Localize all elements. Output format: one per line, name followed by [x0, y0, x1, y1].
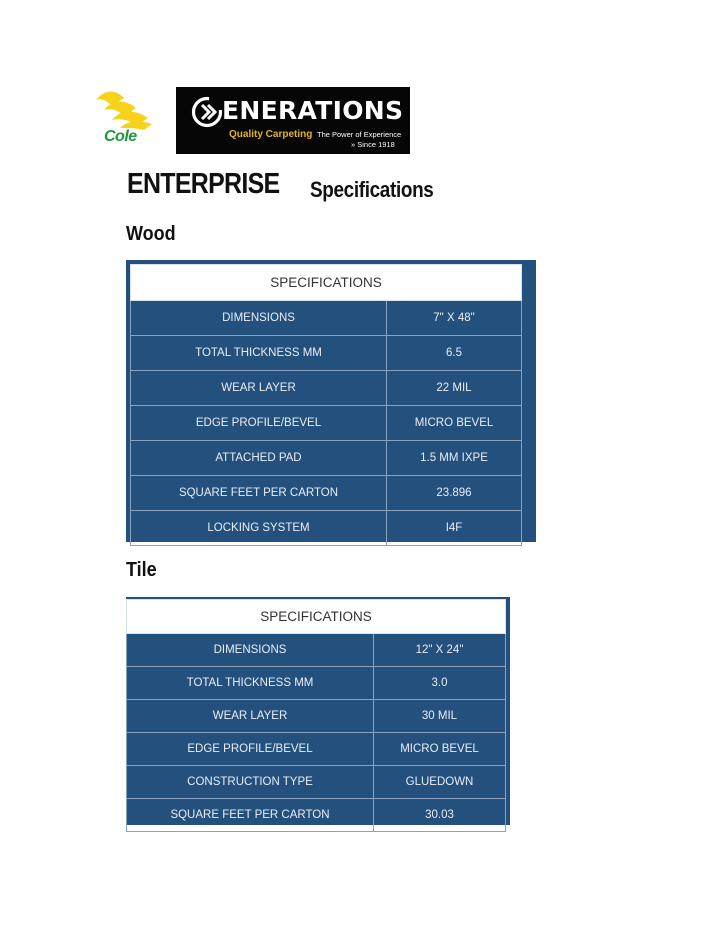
spec-value: 7" X 48"	[387, 301, 522, 336]
wood-spec-table	[130, 264, 522, 546]
table-row	[131, 511, 522, 546]
table-row	[127, 667, 506, 700]
tile-spec-table	[126, 599, 506, 832]
product-name: ENTERPRISE	[127, 168, 280, 200]
title-subtitle: Specifications	[310, 177, 434, 202]
spec-label: SQUARE FEET PER CARTON	[131, 476, 387, 511]
spec-label: LOCKING SYSTEM	[131, 511, 387, 546]
table-row	[127, 766, 506, 799]
spec-value: 30.03	[374, 799, 506, 832]
table-row	[131, 476, 522, 511]
spec-value: 30 MIL	[374, 700, 506, 733]
generations-tagline: Quality Carpeting	[229, 129, 313, 140]
table-header-row	[131, 265, 522, 301]
table-row	[131, 371, 522, 406]
spec-label: CONSTRUCTION TYPE	[127, 766, 374, 799]
generations-logo	[176, 87, 410, 154]
spec-value: I4F	[387, 511, 522, 546]
spec-value: MICRO BEVEL	[387, 406, 522, 441]
table-row	[127, 700, 506, 733]
spec-value: MICRO BEVEL	[374, 733, 506, 766]
table-row	[127, 799, 506, 832]
generations-slogan: The Power of Experience	[317, 130, 402, 139]
cole-logo-text: Cole	[104, 128, 137, 145]
spec-value: 23.896	[387, 476, 522, 511]
tile-heading: Tile	[126, 559, 157, 581]
spec-label: SQUARE FEET PER CARTON	[127, 799, 374, 832]
spec-label: DIMENSIONS	[131, 301, 387, 336]
table-row	[127, 733, 506, 766]
spec-value: 3.0	[374, 667, 506, 700]
table-row	[131, 406, 522, 441]
spec-label: EDGE PROFILE/BEVEL	[131, 406, 387, 441]
generations-wordmark: ENERATIONS	[222, 96, 404, 125]
spec-label: WEAR LAYER	[127, 700, 374, 733]
generations-g-icon	[190, 95, 224, 129]
table-header: SPECIFICATIONS	[131, 265, 522, 301]
spec-label: DIMENSIONS	[127, 634, 374, 667]
spec-label: WEAR LAYER	[131, 371, 387, 406]
table-row	[127, 634, 506, 667]
spec-value: 6.5	[387, 336, 522, 371]
spec-label: TOTAL THICKNESS MM	[131, 336, 387, 371]
spec-value: 1.5 MM IXPE	[387, 441, 522, 476]
spec-label: ATTACHED PAD	[131, 441, 387, 476]
table-header-row	[127, 600, 506, 634]
table-row	[131, 441, 522, 476]
wood-spec-panel	[126, 260, 536, 542]
spec-value: 12" X 24"	[374, 634, 506, 667]
generations-since: » Since 1918	[351, 140, 395, 149]
tile-spec-panel	[126, 597, 510, 825]
page-title	[127, 168, 434, 202]
spec-value: 22 MIL	[387, 371, 522, 406]
wood-heading: Wood	[126, 223, 176, 245]
table-row	[131, 336, 522, 371]
spec-value: GLUEDOWN	[374, 766, 506, 799]
table-header: SPECIFICATIONS	[127, 600, 506, 634]
spec-label: EDGE PROFILE/BEVEL	[127, 733, 374, 766]
table-row	[131, 301, 522, 336]
spec-label: TOTAL THICKNESS MM	[127, 667, 374, 700]
